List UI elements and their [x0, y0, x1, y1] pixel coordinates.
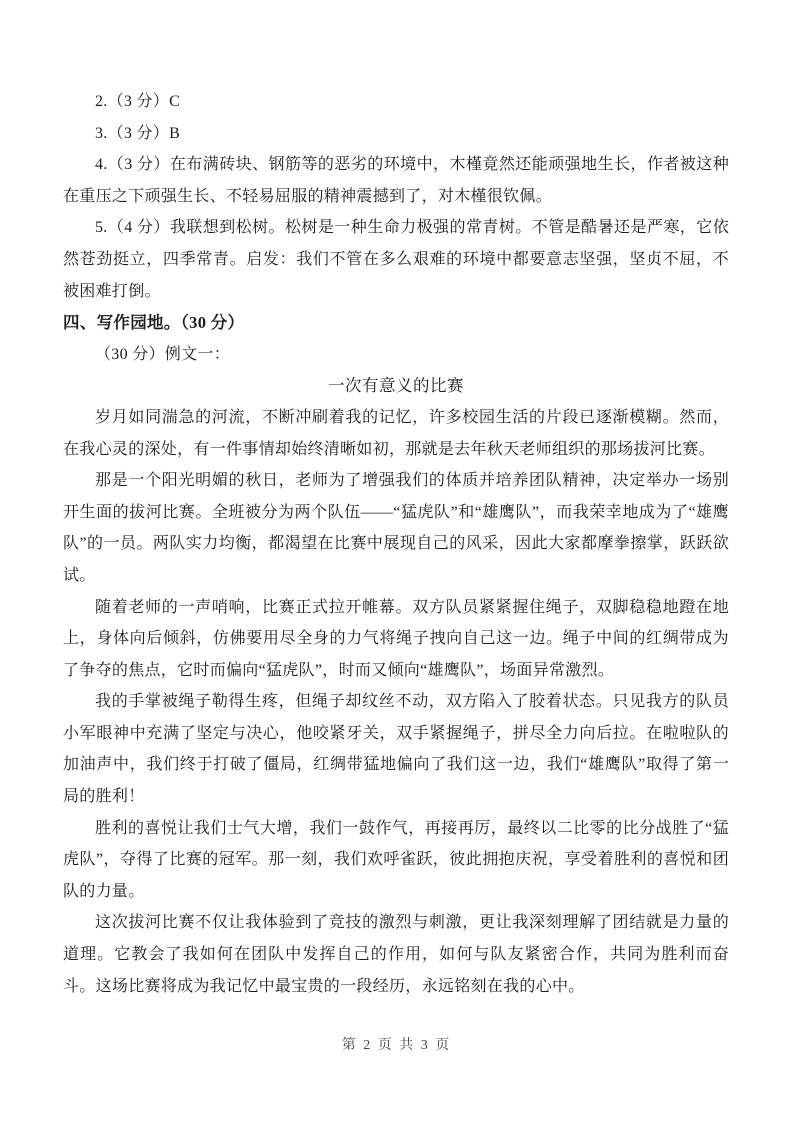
- essay-paragraph-2: 那是一个阳光明媚的秋日，老师为了增强我们的体质并培养团队精神，决定举办一场别开生面的拔河比赛。全班被分为两个队伍——“猛虎队”和“雄鹰队”，而我荣幸地成为了“雄鹰队”的一员。两队实力均衡，都渴望在比赛中展现自己的风采，因此大家都摩拳擦掌，跃跃欲试。: [63, 472, 729, 584]
- answer-line-5: 5.（4 分）我联想到松树。松树是一种生命力极强的常青树。不管是酷暑还是严寒，它依然苍劲挺立，四季常青。启发：我们不管在多么艰难的环境中都要意志坚强，坚贞不屈，不被困难打倒。: [63, 219, 729, 300]
- essay-paragraph-5: 胜利的喜悦让我们士气大增，我们一鼓作气，再接再厉，最终以二比零的比分战胜了“猛虎队”，夺得了比赛的冠军。那一刻，我们欢呼雀跃，彼此拥抱庆祝，享受着胜利的喜悦和团队的力量。: [63, 819, 729, 900]
- essay-score-note: （30 分）例文一：: [95, 345, 231, 363]
- document-page: [63, 86, 729, 1002]
- essay-title: 一次有意义的比赛: [328, 376, 464, 396]
- essay-paragraph-3: 随着老师的一声哨响，比赛正式拉开帷幕。双方队员紧紧握住绳子，双脚稳稳地蹬在地上，身体向后倾斜，仿佛要用尽全身的力气将绳子拽向自己这一边。绳子中间的红绸带成为了争夺的焦点，它时而偏向“猛虎队”，时而又倾向“雄鹰队”，场面异常激烈。: [63, 598, 729, 679]
- section-heading: 四、写作园地。（30 分）: [63, 313, 245, 333]
- answer-line-2: 2.（3 分）C: [95, 93, 181, 110]
- answer-line-4: 4.（3 分）在布满砖块、钢筋等的恶劣的环境中，木槿竟然还能顽强地生长，作者被这种在重压之下顽强生长、不轻易屈服的精神震撼到了，对木槿很钦佩。: [63, 156, 729, 205]
- page-number-footer: 第 2 页 共 3 页: [341, 1038, 452, 1053]
- answer-line-3: 3.（3 分）B: [95, 124, 181, 142]
- essay-paragraph-4: 我的手掌被绳子勒得生疼，但绳子却纹丝不动，双方陷入了胶着状态。只见我方的队员小军眼神中充满了坚定与决心，他咬紧牙关，双手紧握绳子，拼尽全力向后拉。在啦啦队的加油声中，我们终于打破了僵局，红绸带猛地偏向了我们这一边，我们“雄鹰队”取得了第一局的胜利！: [63, 693, 729, 806]
- essay-paragraph-6: 这次拔河比赛不仅让我体验到了竞技的激烈与刺激，更让我深刻理解了团结就是力量的道理。它教会了我如何在团队中发挥自己的作用，如何与队友紧密合作，共同为胜利而奋斗。这场比赛将成为我记忆中最宝贵的一段经历，永远铭刻在我的心中。: [63, 914, 729, 995]
- essay-paragraph-1: 岁月如同湍急的河流，不断冲刷着我的记忆，许多校园生活的片段已逐渐模糊。然而，在我心灵的深处，有一件事情却始终清晰如初，那就是去年秋天老师组织的那场拔河比赛。: [63, 408, 729, 458]
